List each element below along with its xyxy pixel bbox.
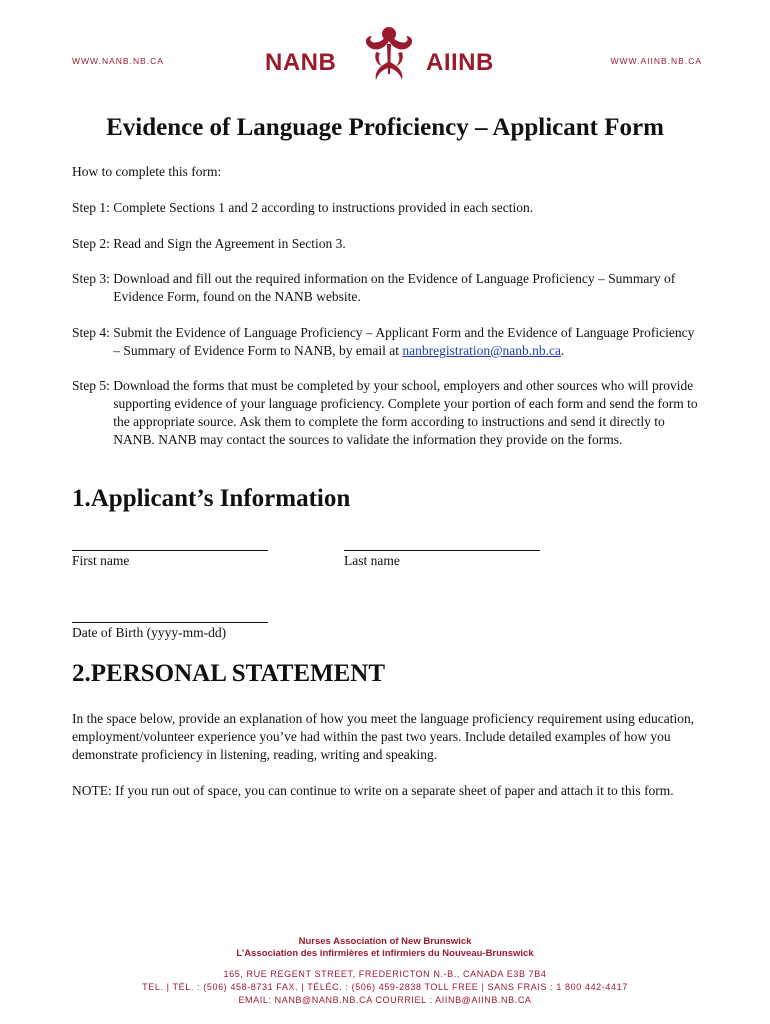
step-1 <box>72 199 702 217</box>
step-number: Step 4: <box>72 325 114 340</box>
logo-text-nanb: NANB <box>265 49 337 76</box>
flower-emblem-icon <box>354 22 424 84</box>
step-text: Complete Sections 1 and 2 according to instructions provided in each section. <box>113 200 534 215</box>
footer-org-french: L’Association des infirmières et infirmiers du Nouveau-Brunswick <box>236 948 534 959</box>
last-name-field[interactable] <box>344 550 540 551</box>
personal-statement-instructions: In the space below, provide an explanation of how you meet the language proficiency requirement using education, employment/volunteer experience you’ve had within the past two years. Include detailed examples of how you demonstrate proficiency in listening, reading, writing and speaking. <box>72 711 695 762</box>
section-heading-personal-statement: 2.PERSONAL STATEMENT <box>72 660 386 687</box>
step-text-container <box>113 324 702 360</box>
step-3 <box>72 270 702 306</box>
footer-emails: EMAIL: NANB@NANB.NB.CA COURRIEL : AIINB@AIINB.NB.CA <box>238 995 532 1005</box>
step-number: Step 5: <box>72 378 114 393</box>
step-number: Step 1: <box>72 200 114 215</box>
step-text: Read and Sign the Agreement in Section 3. <box>113 236 346 251</box>
intro-text: How to complete this form: <box>72 164 222 179</box>
email-link[interactable]: nanbregistration@nanb.nb.ca <box>402 343 561 358</box>
footer-organization <box>0 936 770 960</box>
first-name-label: First name <box>72 553 130 568</box>
header-url-left: WWW.NANB.NB.CA <box>72 56 164 66</box>
footer-phones: TEL. | TÉL. : (506) 458-8731 FAX. | TÉLÉC. : (506) 459-2838 TOLL FREE | SANS FRAIS : 1 800 442-4417 <box>142 982 628 992</box>
header-url-right: WWW.AIINB.NB.CA <box>610 56 702 66</box>
step-text: Submit the Evidence of Language Proficiency – Applicant Form and the Evidence of Language Proficiency – Summary of Evidence Form to NANB, by email at <box>113 325 695 358</box>
step-number: Step 3: <box>72 271 114 286</box>
footer-address: 165, RUE REGENT STREET, FREDERICTON N.-B., CANADA E3B 7B4 <box>223 969 547 979</box>
step-text: Download the forms that must be completed by your school, employers and other sources who will provide supporting evidence of your language proficiency. Complete your portion of each form and send the form to the appropriate source. Ask them to complete the form according to instructions and send it directly to NANB. NANB may contact the sources to validate the information they provide on the forms. <box>113 378 698 447</box>
last-name-label: Last name <box>344 553 400 568</box>
first-name-field[interactable] <box>72 550 268 551</box>
section-heading-applicant-info: 1.Applicant’s Information <box>72 485 351 512</box>
step-4 <box>72 324 702 360</box>
nanb-logo <box>262 22 512 84</box>
step-text: Download and fill out the required information on the Evidence of Language Proficiency – Summary of Evidence Form, found on the NANB website. <box>113 271 676 304</box>
footer-org-english: Nurses Association of New Brunswick <box>298 936 472 947</box>
date-of-birth-label: Date of Birth (yyyy-mm-dd) <box>72 625 227 640</box>
footer-contact <box>0 968 770 1007</box>
step-2 <box>72 235 702 253</box>
step-text-end: . <box>560 343 565 358</box>
personal-statement-note: NOTE: If you run out of space, you can continue to write on a separate sheet of paper and attach it to this form. <box>72 783 674 798</box>
step-5 <box>72 377 702 449</box>
date-of-birth-field[interactable] <box>72 622 268 623</box>
step-number: Step 2: <box>72 236 114 251</box>
logo-text-aiinb: AIINB <box>426 49 494 76</box>
form-title: Evidence of Language Proficiency – Applicant Form <box>106 114 664 141</box>
